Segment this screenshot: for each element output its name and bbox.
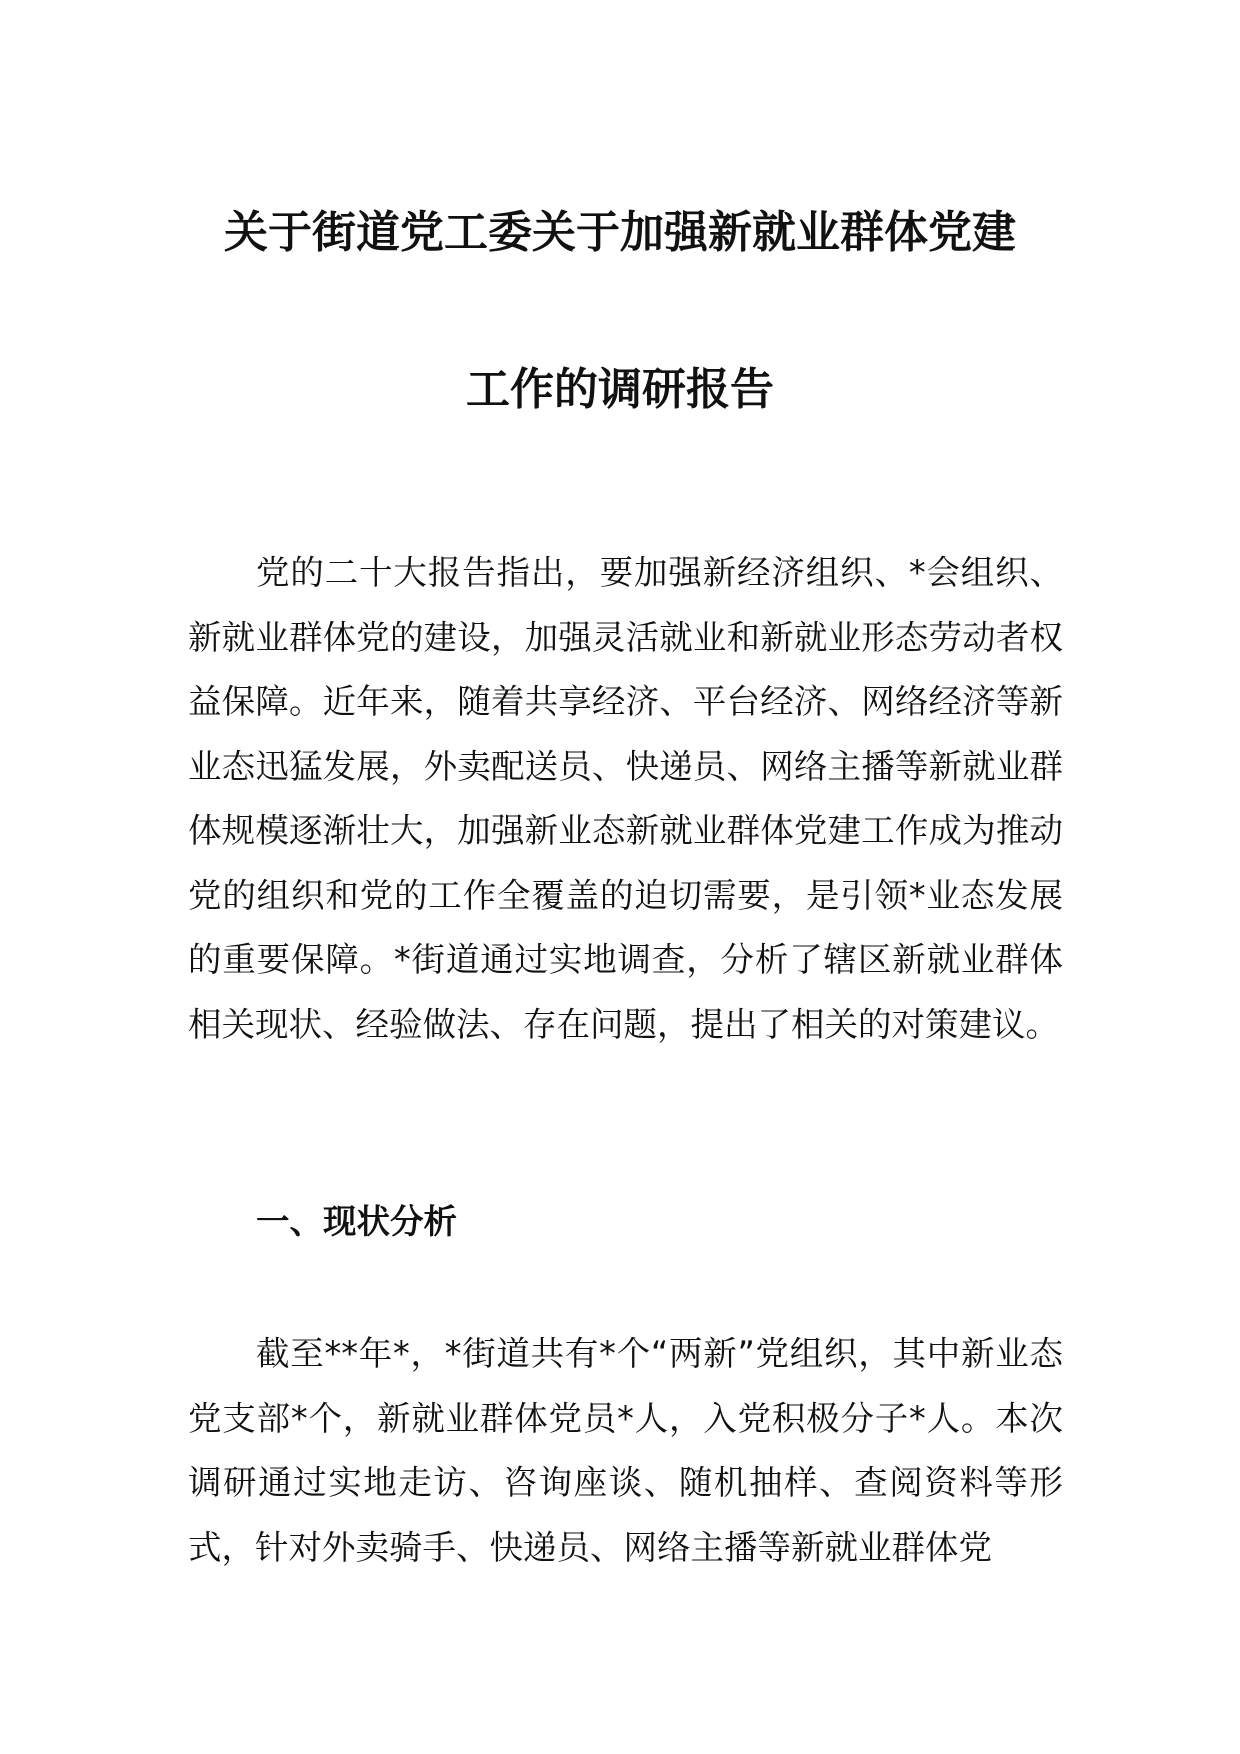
document-title-line-1: 关于街道党工委关于加强新就业群体党建 (224, 207, 1016, 258)
document-title-line-2: 工作的调研报告 (466, 364, 774, 415)
intro-paragraph: 党的二十大报告指出，要加强新经济组织、*会组织、新就业群体党的建设，加强灵活就业和新就业形态劳动者权益保障。近年来，随着共享经济、平台经济、网络经济等新业态迅猛发展，外卖配送员、快递员、网络主播等新就业群体规模逐渐壮大，加强新业态新就业群体党建工作成为推动党的组织和党的工作全覆盖的迫切需要，是引领*业态发展的重要保障。*街道通过实地调查，分析了辖区新就业群体相关现状、经验做法、存在问题，提出了相关的对策建议。 (188, 553, 1063, 1044)
section-heading-status-analysis: 一、现状分析 (256, 1202, 457, 1241)
status-analysis-paragraph: 截至**年*，*街道共有*个“两新”党组织，其中新业态党支部*个，新就业群体党员*人，入党积极分子*人。本次调研通过实地走访、咨询座谈、随机抽样、查阅资料等形式，针对外卖骑手、快递员、网络主播等新就业群体党 (188, 1334, 1063, 1567)
